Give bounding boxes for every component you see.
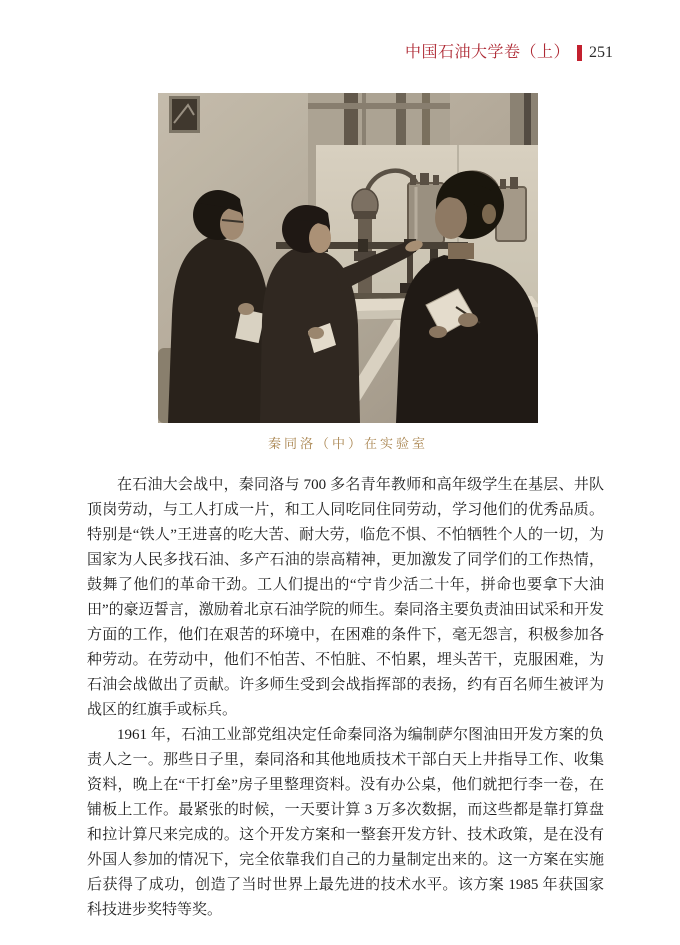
paragraph-1961-plan: 1961 年，石油工业部党组决定任命秦同洛为编制萨尔图油田开发方案的负责人之一。那些日子里，秦同洛和其他地质技术干部白天上井指导工作、收集资料，晚上在“干打垒”房子里整理资料。没有办公桌，他们就把行李一卷，在铺板上工作。最紧张的时候，一天要计算 3 万多次数据，而这些都是靠打算盘和拉计算尺来完成的。这个开发方案和一整套开发方针、技术政策，是在没有外国人参加的情况下，完全依靠我们自己的力量制定出来的。这一方案在实施后获得了成功，创造了当时世界上最先进的技术水平。该方案 1985 年获国家科技进步奖特等奖。 — [87, 727, 604, 918]
laboratory-photo — [158, 93, 538, 423]
paragraph-oil-campaign: 在石油大会战中，秦同洛与 700 多名青年教师和高年级学生在基层、井队顶岗劳动，与工人打成一片，和工人同吃同住同劳动，学习他们的优秀品质。特别是“铁人”王进喜的吃大苦、耐大劳，临危不惧、不怕牺牲个人的一切，为国家为人民多找石油、多产石油的崇高精神，更加激发了同学们的工作热情，鼓舞了他们的革命干劲。工人们提出的“宁肯少活二十年，拼命也要拿下大油田”的豪迈誓言，激励着北京石油学院的师生。秦同洛主要负责油田试采和开发方面的工作，他们在艰苦的环境中，在困难的条件下，毫无怨言，积极参加各种劳动。在劳动中，他们不怕苦、不怕脏、不怕累，埋头苦干，克服困难，为石油会战做出了贡献。许多师生受到会战指挥部的表扬，约有百名师生被评为战区的红旗手或标兵。 — [87, 477, 604, 718]
photo-caption: 秦同洛（中）在实验室 — [267, 436, 428, 451]
page-number: 251 — [589, 44, 613, 61]
sepia-overlay — [158, 93, 538, 423]
volume-title: 中国石油大学卷（上） — [404, 44, 570, 61]
header-red-bar-icon — [577, 45, 582, 61]
laboratory-photo-graphic — [158, 93, 538, 423]
body-text — [87, 473, 604, 923]
page-header — [405, 44, 613, 62]
